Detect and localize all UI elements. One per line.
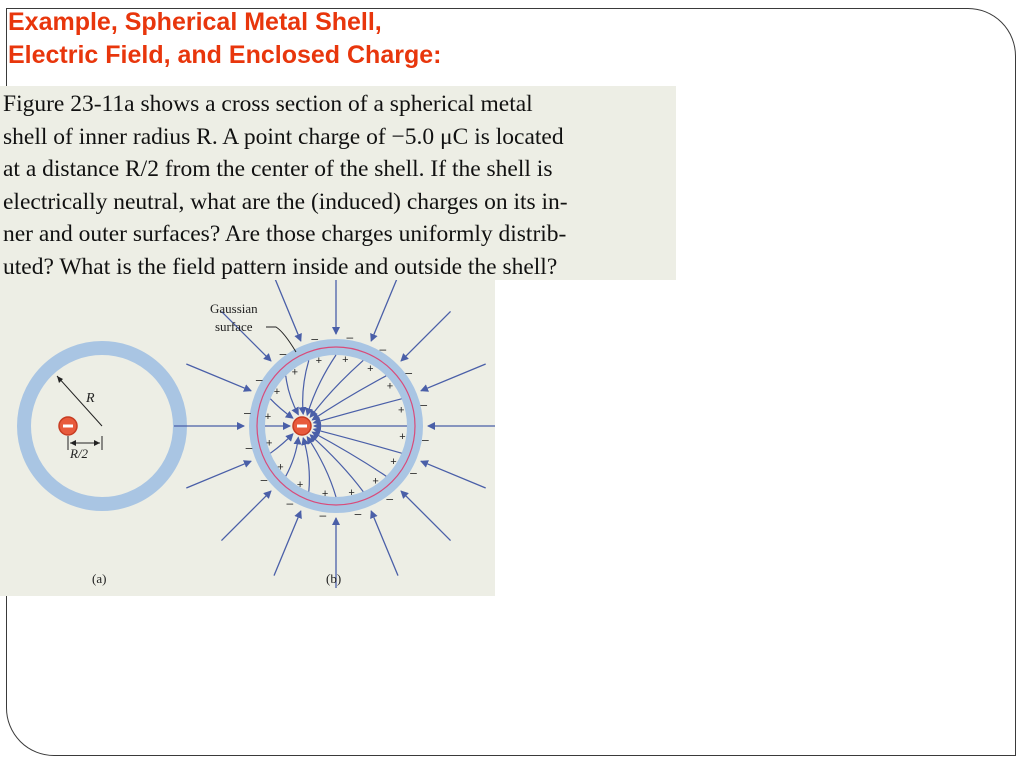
label-offset: R/2 xyxy=(70,446,89,461)
inner-surface-plus: + xyxy=(296,479,304,492)
inner-surface-plus: + xyxy=(291,366,299,379)
inner-surface-plus: + xyxy=(277,461,284,474)
outer-field-line xyxy=(401,311,450,360)
outer-surface-minus: – xyxy=(420,397,428,412)
problem-line: ner and outer surfaces? Are those charges uniformly distrib- xyxy=(3,221,567,247)
outer-surface-minus: – xyxy=(386,491,394,506)
outer-field-line xyxy=(186,364,251,391)
inner-surface-plus: + xyxy=(372,475,379,488)
problem-line: at a distance R/2 from the center of the shell. If the shell is xyxy=(3,156,553,182)
outer-field-line xyxy=(371,511,398,576)
inner-field-line xyxy=(270,434,293,453)
outer-surface-minus: – xyxy=(379,341,387,356)
label-radius: R xyxy=(86,391,95,406)
outer-surface-minus: – xyxy=(410,465,417,480)
outer-surface-minus: – xyxy=(286,496,294,511)
inner-field-lines xyxy=(265,355,407,500)
outer-field-line xyxy=(421,461,486,488)
problem-line: uted? What is the field pattern inside and outside the shell? xyxy=(3,253,558,280)
title-line-2: Electric Field, and Enclosed Charge: xyxy=(8,41,442,69)
problem-line: electrically neutral, what are the (induced) charges on its in- xyxy=(3,188,568,215)
inner-surface-plus: + xyxy=(399,431,406,444)
slide-title xyxy=(8,6,441,72)
outer-field-line xyxy=(401,491,450,540)
inner-surface-plus: + xyxy=(273,385,281,398)
figure-b xyxy=(174,280,495,588)
minus-sign-b xyxy=(297,425,307,428)
outer-surface-minus: – xyxy=(405,365,413,380)
outer-surface-minus: – xyxy=(319,507,327,522)
outer-surface-minus: – xyxy=(279,346,287,361)
problem-line: shell of inner radius R. A point charge of −5.0 μC is located xyxy=(3,123,564,150)
outer-surface-minus: – xyxy=(311,331,319,346)
figure-23-11 xyxy=(0,280,495,596)
inner-surface-plus: + xyxy=(348,487,355,500)
outer-field-line xyxy=(371,280,398,341)
problem-line: Figure 23-11a shows a cross section of a spherical metal xyxy=(3,91,533,117)
outer-field-line xyxy=(221,491,270,540)
outer-surface-minus: – xyxy=(421,432,429,447)
outer-surface-minus: – xyxy=(245,440,253,455)
inner-surface-plus: + xyxy=(264,410,272,423)
inner-field-line xyxy=(310,360,363,417)
inner-field-line xyxy=(303,360,309,414)
inner-surface-plus: + xyxy=(315,354,323,367)
inner-surface-plus: + xyxy=(321,488,329,501)
outer-surface-minus: – xyxy=(346,330,354,345)
inner-surface-plus: + xyxy=(265,437,273,450)
outer-surface-minus: – xyxy=(244,405,251,420)
inner-field-line xyxy=(303,438,309,492)
inner-field-line xyxy=(286,437,299,476)
outer-field-line xyxy=(421,364,486,391)
outer-surface-minus: – xyxy=(354,506,362,521)
inner-surface-plus: + xyxy=(386,380,394,393)
outer-surface-minus: – xyxy=(260,472,268,487)
title-line-1: Example, Spherical Metal Shell, xyxy=(8,8,382,36)
inner-field-line xyxy=(270,399,293,418)
minus-sign-a xyxy=(63,425,73,428)
outer-surface-minus: – xyxy=(255,372,263,387)
inner-surface-plus: + xyxy=(390,456,397,469)
inner-surface-plus: + xyxy=(367,362,374,375)
problem-statement xyxy=(0,86,676,280)
inner-field-line xyxy=(286,376,299,415)
inner-surface-plus: + xyxy=(342,353,349,366)
caption-b: (b) xyxy=(326,571,342,586)
figure-a xyxy=(24,348,180,586)
inner-surface-plus: + xyxy=(398,404,405,417)
outer-field-line xyxy=(274,280,301,341)
caption-a: (a) xyxy=(92,571,107,586)
outer-field-line xyxy=(186,461,251,488)
inner-field-line xyxy=(310,435,363,492)
label-gaussian: Gaussian xyxy=(210,301,258,316)
figure-svg xyxy=(0,280,495,596)
outer-field-line xyxy=(274,511,301,576)
label-surface: surface xyxy=(215,319,253,334)
